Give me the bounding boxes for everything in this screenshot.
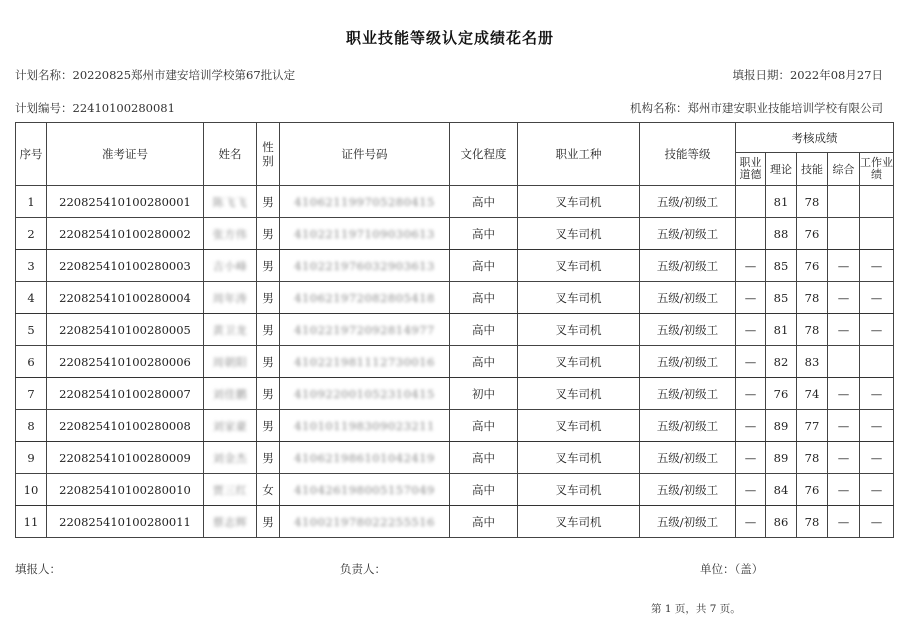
cell-skill-level: 五级/初级工 (640, 314, 736, 346)
cell-education: 高中 (450, 314, 518, 346)
cell-name (204, 346, 257, 378)
cell-education: 高中 (450, 410, 518, 442)
cell-id-no (280, 506, 450, 538)
cell-gender: 男 (257, 186, 280, 218)
cell-seq: 11 (16, 506, 47, 538)
table-row (16, 442, 894, 474)
cell-name-text: 陈飞飞 (212, 195, 248, 209)
cell-education: 高中 (450, 506, 518, 538)
cell-comprehensive: — (828, 314, 860, 346)
cell-seq: 7 (16, 378, 47, 410)
cell-seq: 10 (16, 474, 47, 506)
cell-skill: 76 (797, 474, 828, 506)
cell-performance (860, 186, 894, 218)
cell-comprehensive: — (828, 442, 860, 474)
cell-name-text: 张方伟 (212, 227, 248, 241)
cell-comprehensive: — (828, 378, 860, 410)
cell-performance: — (860, 378, 894, 410)
header-occupation: 职业工种 (518, 123, 640, 186)
cell-name-text: 刘家豪 (212, 419, 248, 433)
unit-seal-label: 单位：（盖） (700, 562, 764, 576)
organization-name: 机构名称：郑州市建安职业技能培训学校有限公司 (630, 101, 883, 115)
cell-skill-level: 五级/初级工 (640, 346, 736, 378)
cell-performance: — (860, 250, 894, 282)
cell-gender: 男 (257, 282, 280, 314)
cell-ethics: — (736, 506, 766, 538)
table-row (16, 314, 894, 346)
plan-name: 计划名称：20220825郑州市建安培训学校第67批认定 (15, 68, 296, 82)
cell-name (204, 506, 257, 538)
cell-comprehensive: — (828, 250, 860, 282)
cell-id-no-text: 410101198309023211 (294, 418, 435, 433)
cell-name-text: 黄卫龙 (212, 323, 248, 337)
cell-gender: 男 (257, 218, 280, 250)
cell-skill-level: 五级/初级工 (640, 378, 736, 410)
cell-name (204, 442, 257, 474)
cell-performance: — (860, 282, 894, 314)
cell-education: 高中 (450, 442, 518, 474)
header-id-no: 证件号码 (280, 123, 450, 186)
header-comprehensive: 综合 (828, 153, 860, 186)
cell-theory: 86 (766, 506, 797, 538)
table-row (16, 218, 894, 250)
cell-id-no-text: 410621972082805418 (294, 290, 435, 305)
cell-education: 高中 (450, 186, 518, 218)
cell-name (204, 314, 257, 346)
cell-theory: 76 (766, 378, 797, 410)
cell-occupation: 叉车司机 (518, 378, 640, 410)
cell-exam-no: 220825410100280001 (47, 186, 204, 218)
table-row (16, 250, 894, 282)
cell-seq: 9 (16, 442, 47, 474)
cell-occupation: 叉车司机 (518, 314, 640, 346)
cell-id-no (280, 442, 450, 474)
cell-skill-level: 五级/初级工 (640, 250, 736, 282)
cell-skill-level: 五级/初级工 (640, 282, 736, 314)
cell-exam-no: 220825410100280009 (47, 442, 204, 474)
cell-skill: 78 (797, 506, 828, 538)
cell-comprehensive: — (828, 474, 860, 506)
fill-date: 填报日期：2022年08月27日 (732, 68, 883, 82)
cell-ethics (736, 218, 766, 250)
cell-skill: 78 (797, 442, 828, 474)
cell-id-no (280, 282, 450, 314)
score-roster-table (15, 122, 894, 538)
cell-occupation: 叉车司机 (518, 506, 640, 538)
cell-ethics: — (736, 314, 766, 346)
cell-education: 高中 (450, 250, 518, 282)
cell-gender: 男 (257, 314, 280, 346)
cell-performance: — (860, 410, 894, 442)
cell-theory: 85 (766, 282, 797, 314)
cell-theory: 85 (766, 250, 797, 282)
cell-id-no (280, 410, 450, 442)
cell-ethics: — (736, 410, 766, 442)
header-ethics: 职业道德 (736, 153, 766, 186)
cell-skill-level: 五级/初级工 (640, 474, 736, 506)
table-row (16, 474, 894, 506)
cell-gender: 男 (257, 378, 280, 410)
cell-exam-no: 220825410100280003 (47, 250, 204, 282)
header-theory: 理论 (766, 153, 797, 186)
cell-gender: 女 (257, 474, 280, 506)
cell-name-text: 刘佳鹏 (212, 387, 248, 401)
cell-id-no-text: 410426198005157049 (294, 482, 435, 497)
cell-seq: 5 (16, 314, 47, 346)
plan-number: 计划编号：22410100280081 (15, 101, 175, 115)
table-row (16, 186, 894, 218)
cell-exam-no: 220825410100280008 (47, 410, 204, 442)
cell-exam-no: 220825410100280011 (47, 506, 204, 538)
cell-seq: 4 (16, 282, 47, 314)
cell-exam-no: 220825410100280007 (47, 378, 204, 410)
cell-exam-no: 220825410100280002 (47, 218, 204, 250)
cell-skill-level: 五级/初级工 (640, 410, 736, 442)
cell-skill-level: 五级/初级工 (640, 218, 736, 250)
cell-skill: 78 (797, 314, 828, 346)
cell-seq: 1 (16, 186, 47, 218)
header-skill-level: 技能等级 (640, 123, 736, 186)
cell-comprehensive: — (828, 282, 860, 314)
cell-exam-no: 220825410100280005 (47, 314, 204, 346)
cell-ethics: — (736, 250, 766, 282)
cell-occupation: 叉车司机 (518, 282, 640, 314)
responsible-label: 负责人： (340, 562, 386, 576)
cell-id-no (280, 250, 450, 282)
filler-label: 填报人： (15, 562, 61, 576)
roster-body (16, 186, 894, 538)
cell-exam-no: 220825410100280006 (47, 346, 204, 378)
cell-theory: 82 (766, 346, 797, 378)
cell-id-no-text: 410621986101042419 (294, 450, 435, 465)
cell-education: 高中 (450, 346, 518, 378)
header-gender: 性别 (257, 123, 280, 186)
cell-skill: 74 (797, 378, 828, 410)
cell-name-text: 周年涛 (212, 291, 248, 305)
cell-id-no (280, 218, 450, 250)
table-row (16, 410, 894, 442)
cell-name-text: 蔡志辉 (212, 515, 248, 529)
cell-skill: 76 (797, 218, 828, 250)
cell-education: 高中 (450, 282, 518, 314)
cell-id-no-text: 410221197109030613 (294, 226, 435, 241)
cell-name (204, 378, 257, 410)
cell-comprehensive (828, 346, 860, 378)
cell-comprehensive (828, 186, 860, 218)
cell-id-no-text: 410221981112730016 (294, 354, 435, 369)
cell-comprehensive: — (828, 506, 860, 538)
cell-name (204, 186, 257, 218)
header-seq: 序号 (16, 123, 47, 186)
cell-exam-no: 220825410100280004 (47, 282, 204, 314)
table-row (16, 378, 894, 410)
cell-name (204, 474, 257, 506)
cell-seq: 2 (16, 218, 47, 250)
cell-skill-level: 五级/初级工 (640, 442, 736, 474)
cell-exam-no: 220825410100280010 (47, 474, 204, 506)
cell-performance: — (860, 314, 894, 346)
cell-theory: 81 (766, 314, 797, 346)
header-education: 文化程度 (450, 123, 518, 186)
header-assessment: 考核成绩 (736, 123, 894, 153)
cell-name (204, 282, 257, 314)
cell-occupation: 叉车司机 (518, 474, 640, 506)
cell-ethics: — (736, 378, 766, 410)
cell-theory: 89 (766, 410, 797, 442)
cell-occupation: 叉车司机 (518, 410, 640, 442)
cell-id-no (280, 474, 450, 506)
cell-skill: 78 (797, 282, 828, 314)
cell-occupation: 叉车司机 (518, 218, 640, 250)
page-indicator: 第 1 页，共 7 页。 (651, 603, 741, 615)
cell-id-no-text: 410221976032903613 (294, 258, 435, 273)
cell-comprehensive: — (828, 410, 860, 442)
cell-id-no-text: 410922001052310415 (294, 386, 435, 401)
cell-ethics: — (736, 282, 766, 314)
cell-ethics: — (736, 474, 766, 506)
cell-education: 高中 (450, 218, 518, 250)
table-row (16, 506, 894, 538)
cell-id-no-text: 410221972092814977 (294, 322, 435, 337)
table-row (16, 282, 894, 314)
cell-name-text: 吉小峰 (212, 259, 248, 273)
cell-seq: 6 (16, 346, 47, 378)
cell-theory: 88 (766, 218, 797, 250)
cell-name (204, 250, 257, 282)
cell-gender: 男 (257, 250, 280, 282)
cell-performance (860, 346, 894, 378)
cell-theory: 89 (766, 442, 797, 474)
cell-seq: 8 (16, 410, 47, 442)
cell-performance: — (860, 506, 894, 538)
cell-id-no (280, 378, 450, 410)
cell-gender: 男 (257, 410, 280, 442)
cell-skill-level: 五级/初级工 (640, 506, 736, 538)
cell-ethics (736, 186, 766, 218)
cell-education: 初中 (450, 378, 518, 410)
cell-name-text: 周朝阳 (212, 355, 248, 369)
cell-skill: 76 (797, 250, 828, 282)
header-performance: 工作业绩 (860, 153, 894, 186)
cell-theory: 81 (766, 186, 797, 218)
cell-name-text: 贾三红 (212, 483, 248, 497)
cell-name (204, 218, 257, 250)
cell-id-no (280, 346, 450, 378)
cell-id-no (280, 186, 450, 218)
cell-performance: — (860, 474, 894, 506)
cell-id-no (280, 314, 450, 346)
cell-performance: — (860, 442, 894, 474)
cell-name (204, 410, 257, 442)
cell-gender: 男 (257, 506, 280, 538)
cell-skill: 83 (797, 346, 828, 378)
cell-occupation: 叉车司机 (518, 442, 640, 474)
table-row (16, 346, 894, 378)
cell-skill: 77 (797, 410, 828, 442)
cell-gender: 男 (257, 346, 280, 378)
header-exam-no: 准考证号 (47, 123, 204, 186)
cell-skill-level: 五级/初级工 (640, 186, 736, 218)
cell-skill: 78 (797, 186, 828, 218)
cell-ethics: — (736, 442, 766, 474)
cell-comprehensive (828, 218, 860, 250)
cell-id-no-text: 410621199705280415 (294, 194, 435, 209)
header-skill: 技能 (797, 153, 828, 186)
cell-occupation: 叉车司机 (518, 250, 640, 282)
cell-id-no-text: 410021978022255516 (294, 514, 435, 529)
cell-occupation: 叉车司机 (518, 186, 640, 218)
document-title: 职业技能等级认定成绩花名册 (345, 29, 554, 47)
cell-gender: 男 (257, 442, 280, 474)
cell-name-text: 刘金杰 (212, 451, 248, 465)
cell-education: 高中 (450, 474, 518, 506)
cell-performance (860, 218, 894, 250)
cell-ethics: — (736, 346, 766, 378)
cell-theory: 84 (766, 474, 797, 506)
cell-occupation: 叉车司机 (518, 346, 640, 378)
header-name: 姓名 (204, 123, 257, 186)
cell-seq: 3 (16, 250, 47, 282)
